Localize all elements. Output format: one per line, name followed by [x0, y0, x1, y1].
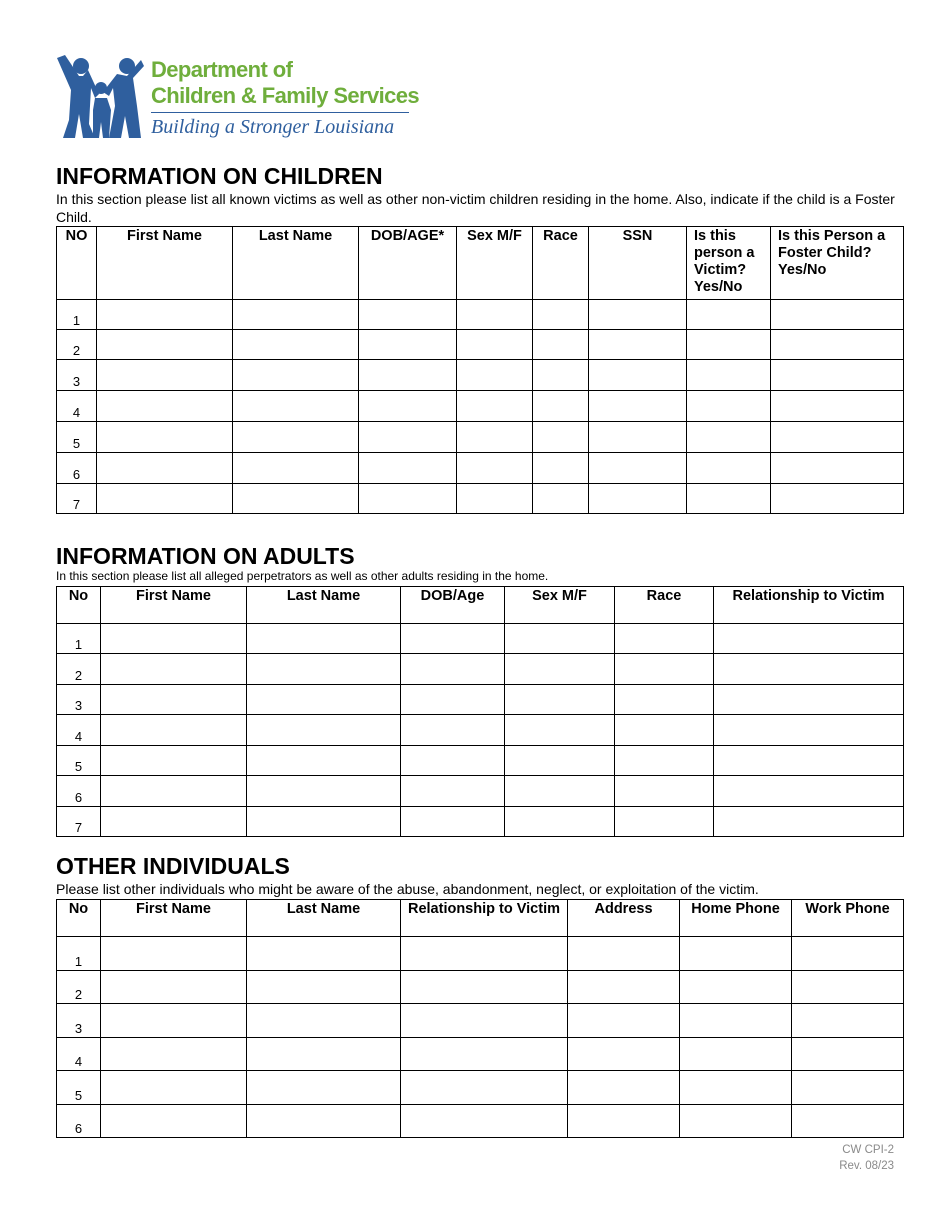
col-header-dob-age: DOB/AGE*: [359, 227, 457, 300]
row-number: 4: [57, 391, 97, 422]
home-phone-cell[interactable]: [680, 1004, 792, 1038]
sex-cell[interactable]: [457, 330, 533, 360]
col-header-work-phone: Work Phone: [792, 900, 904, 937]
last-name-cell[interactable]: [247, 1004, 401, 1038]
dob-age-cell[interactable]: [401, 746, 505, 776]
col-header-last-name: Last Name: [233, 227, 359, 300]
first-name-cell[interactable]: [101, 937, 247, 971]
relationship-cell[interactable]: [714, 807, 904, 837]
form-id: CW CPI-2: [842, 1144, 894, 1156]
row-number: 2: [57, 654, 101, 685]
last-name-cell[interactable]: [247, 685, 401, 715]
adults-table: [56, 586, 904, 837]
children-section-title: INFORMATION ON CHILDREN: [56, 163, 383, 189]
sex-cell[interactable]: [505, 685, 615, 715]
form-footer: [839, 1142, 894, 1174]
sex-cell[interactable]: [505, 746, 615, 776]
race-cell[interactable]: [615, 654, 714, 685]
children-section-description: In this section please list all known victims as well as other non-victim children residing in the home. Also, indicate if the child is a Foster Child.: [56, 191, 895, 225]
row-number: 2: [57, 971, 101, 1004]
ssn-cell[interactable]: [589, 330, 687, 360]
last-name-cell[interactable]: [247, 1105, 401, 1138]
table-row: [57, 330, 904, 360]
dob-age-cell[interactable]: [401, 776, 505, 807]
is-foster-child-cell[interactable]: [771, 360, 904, 391]
sex-cell[interactable]: [457, 453, 533, 484]
first-name-cell[interactable]: [101, 807, 247, 837]
children-header-row: [57, 227, 904, 300]
first-name-cell[interactable]: [97, 422, 233, 453]
race-cell[interactable]: [615, 685, 714, 715]
is-victim-cell[interactable]: [687, 391, 771, 422]
others-table: [56, 899, 904, 1138]
race-cell[interactable]: [533, 300, 589, 330]
dob-age-cell[interactable]: [359, 391, 457, 422]
work-phone-cell[interactable]: [792, 1004, 904, 1038]
is-victim-cell[interactable]: [687, 453, 771, 484]
relationship-cell[interactable]: [714, 654, 904, 685]
col-header-last-name: Last Name: [247, 587, 401, 624]
first-name-cell[interactable]: [101, 1105, 247, 1138]
last-name-cell[interactable]: [247, 1071, 401, 1105]
first-name-cell[interactable]: [97, 391, 233, 422]
first-name-cell[interactable]: [101, 654, 247, 685]
last-name-cell[interactable]: [247, 654, 401, 685]
ssn-cell[interactable]: [589, 360, 687, 391]
home-phone-cell[interactable]: [680, 971, 792, 1004]
row-number: 1: [57, 937, 101, 971]
table-row: [57, 624, 904, 654]
relationship-cell[interactable]: [401, 971, 568, 1004]
race-cell[interactable]: [533, 453, 589, 484]
work-phone-cell[interactable]: [792, 1105, 904, 1138]
race-cell[interactable]: [615, 715, 714, 746]
sex-cell[interactable]: [457, 300, 533, 330]
row-number: 5: [57, 422, 97, 453]
relationship-cell[interactable]: [401, 937, 568, 971]
others-section-title: OTHER INDIVIDUALS: [56, 853, 290, 879]
sex-cell[interactable]: [457, 422, 533, 453]
race-cell[interactable]: [615, 746, 714, 776]
first-name-cell[interactable]: [101, 776, 247, 807]
table-row: [57, 391, 904, 422]
address-cell[interactable]: [568, 937, 680, 971]
last-name-cell[interactable]: [233, 484, 359, 514]
adults-header-row: [57, 587, 904, 624]
others-header-row: [57, 900, 904, 937]
work-phone-cell[interactable]: [792, 971, 904, 1004]
row-number: 1: [57, 624, 101, 654]
sex-cell[interactable]: [457, 484, 533, 514]
is-foster-child-cell[interactable]: [771, 422, 904, 453]
last-name-cell[interactable]: [247, 746, 401, 776]
race-cell[interactable]: [615, 776, 714, 807]
table-row: [57, 685, 904, 715]
row-number: 6: [57, 776, 101, 807]
work-phone-cell[interactable]: [792, 1038, 904, 1071]
last-name-cell[interactable]: [247, 624, 401, 654]
col-header-last-name: Last Name: [247, 900, 401, 937]
sex-cell[interactable]: [505, 654, 615, 685]
is-foster-child-cell[interactable]: [771, 453, 904, 484]
last-name-cell[interactable]: [247, 971, 401, 1004]
col-header-address: Address: [568, 900, 680, 937]
relationship-cell[interactable]: [714, 746, 904, 776]
col-header-no: No: [57, 900, 101, 937]
row-number: 7: [57, 484, 97, 514]
form-revision: Rev. 08/23: [839, 1160, 894, 1172]
ssn-cell[interactable]: [589, 391, 687, 422]
logo-line-2: Children & Family Services: [151, 83, 420, 108]
relationship-cell[interactable]: [714, 624, 904, 654]
work-phone-cell[interactable]: [792, 1071, 904, 1105]
is-victim-cell[interactable]: [687, 422, 771, 453]
is-victim-cell[interactable]: [687, 360, 771, 391]
last-name-cell[interactable]: [247, 1038, 401, 1071]
row-number: 5: [57, 746, 101, 776]
logo-divider: [151, 112, 409, 113]
dob-age-cell[interactable]: [401, 624, 505, 654]
col-header-is-victim: Is this person a Victim? Yes/No: [687, 227, 771, 300]
col-header-relationship: Relationship to Victim: [401, 900, 568, 937]
address-cell[interactable]: [568, 1105, 680, 1138]
others-section-description: Please list other individuals who might be aware of the abuse, abandonment, neglect, or exploitation of the victim.: [56, 881, 759, 897]
sex-cell[interactable]: [505, 807, 615, 837]
last-name-cell[interactable]: [233, 453, 359, 484]
row-number: 5: [57, 1071, 101, 1105]
relationship-cell[interactable]: [714, 776, 904, 807]
address-cell[interactable]: [568, 971, 680, 1004]
dob-age-cell[interactable]: [359, 422, 457, 453]
row-number: 1: [57, 300, 97, 330]
row-number: 3: [57, 685, 101, 715]
home-phone-cell[interactable]: [680, 1105, 792, 1138]
dob-age-cell[interactable]: [359, 484, 457, 514]
table-row: [57, 300, 904, 330]
col-header-home-phone: Home Phone: [680, 900, 792, 937]
col-header-first-name: First Name: [101, 900, 247, 937]
adults-section-description: In this section please list all alleged perpetrators as well as other adults residing in the home.: [56, 569, 549, 583]
col-header-ssn: SSN: [589, 227, 687, 300]
relationship-cell[interactable]: [401, 1004, 568, 1038]
table-row: [57, 1071, 904, 1105]
relationship-cell[interactable]: [401, 1038, 568, 1071]
adults-section-title: INFORMATION ON ADULTS: [56, 543, 355, 569]
col-header-race: Race: [615, 587, 714, 624]
ssn-cell[interactable]: [589, 422, 687, 453]
last-name-cell[interactable]: [247, 776, 401, 807]
table-row: [57, 776, 904, 807]
first-name-cell[interactable]: [97, 330, 233, 360]
table-row: [57, 484, 904, 514]
dob-age-cell[interactable]: [401, 807, 505, 837]
first-name-cell[interactable]: [101, 746, 247, 776]
table-row: [57, 360, 904, 391]
table-row: [57, 1105, 904, 1138]
home-phone-cell[interactable]: [680, 937, 792, 971]
col-header-no: No: [57, 587, 101, 624]
last-name-cell[interactable]: [233, 300, 359, 330]
dob-age-cell[interactable]: [401, 715, 505, 746]
sex-cell[interactable]: [505, 776, 615, 807]
logo-tagline: Building a Stronger Louisiana: [151, 116, 395, 138]
row-number: 3: [57, 1004, 101, 1038]
row-number: 6: [57, 1105, 101, 1138]
dob-age-cell[interactable]: [359, 330, 457, 360]
col-header-is-foster-child: Is this Person a Foster Child? Yes/No: [771, 227, 904, 300]
race-cell[interactable]: [533, 484, 589, 514]
relationship-cell[interactable]: [401, 1105, 568, 1138]
address-cell[interactable]: [568, 1038, 680, 1071]
last-name-cell[interactable]: [247, 937, 401, 971]
relationship-cell[interactable]: [714, 685, 904, 715]
first-name-cell[interactable]: [97, 453, 233, 484]
last-name-cell[interactable]: [233, 330, 359, 360]
first-name-cell[interactable]: [97, 484, 233, 514]
race-cell[interactable]: [615, 807, 714, 837]
dob-age-cell[interactable]: [401, 654, 505, 685]
col-header-relationship: Relationship to Victim: [714, 587, 904, 624]
family-figures-icon: [55, 54, 145, 140]
home-phone-cell[interactable]: [680, 1038, 792, 1071]
children-table: [56, 226, 904, 514]
dob-age-cell[interactable]: [359, 300, 457, 330]
sex-cell[interactable]: [505, 624, 615, 654]
last-name-cell[interactable]: [247, 715, 401, 746]
row-number: 2: [57, 330, 97, 360]
dob-age-cell[interactable]: [401, 685, 505, 715]
race-cell[interactable]: [533, 422, 589, 453]
is-foster-child-cell[interactable]: [771, 484, 904, 514]
last-name-cell[interactable]: [233, 422, 359, 453]
last-name-cell[interactable]: [233, 391, 359, 422]
logo-line-1: Department of: [151, 57, 293, 82]
col-header-sex: Sex M/F: [505, 587, 615, 624]
table-row: [57, 937, 904, 971]
table-row: [57, 453, 904, 484]
first-name-cell[interactable]: [101, 685, 247, 715]
race-cell[interactable]: [533, 330, 589, 360]
col-header-first-name: First Name: [97, 227, 233, 300]
col-header-first-name: First Name: [101, 587, 247, 624]
last-name-cell[interactable]: [247, 807, 401, 837]
sex-cell[interactable]: [457, 391, 533, 422]
is-victim-cell[interactable]: [687, 330, 771, 360]
ssn-cell[interactable]: [589, 484, 687, 514]
row-number: 6: [57, 453, 97, 484]
col-header-no: NO: [57, 227, 97, 300]
row-number: 3: [57, 360, 97, 391]
ssn-cell[interactable]: [589, 453, 687, 484]
col-header-dob-age: DOB/Age: [401, 587, 505, 624]
row-number: 4: [57, 1038, 101, 1071]
table-row: [57, 422, 904, 453]
race-cell[interactable]: [615, 624, 714, 654]
relationship-cell[interactable]: [714, 715, 904, 746]
race-cell[interactable]: [533, 391, 589, 422]
col-header-sex: Sex M/F: [457, 227, 533, 300]
table-row: [57, 654, 904, 685]
first-name-cell[interactable]: [97, 300, 233, 330]
first-name-cell[interactable]: [101, 624, 247, 654]
relationship-cell[interactable]: [401, 1071, 568, 1105]
home-phone-cell[interactable]: [680, 1071, 792, 1105]
table-row: [57, 807, 904, 837]
table-row: [57, 746, 904, 776]
table-row: [57, 1038, 904, 1071]
sex-cell[interactable]: [505, 715, 615, 746]
is-foster-child-cell[interactable]: [771, 391, 904, 422]
address-cell[interactable]: [568, 1071, 680, 1105]
dcfs-logo: [55, 54, 425, 144]
race-cell[interactable]: [533, 360, 589, 391]
first-name-cell[interactable]: [101, 971, 247, 1004]
first-name-cell[interactable]: [101, 715, 247, 746]
is-foster-child-cell[interactable]: [771, 330, 904, 360]
table-row: [57, 715, 904, 746]
is-foster-child-cell[interactable]: [771, 300, 904, 330]
sex-cell[interactable]: [457, 360, 533, 391]
dob-age-cell[interactable]: [359, 360, 457, 391]
first-name-cell[interactable]: [101, 1038, 247, 1071]
row-number: 7: [57, 807, 101, 837]
last-name-cell[interactable]: [233, 360, 359, 391]
work-phone-cell[interactable]: [792, 937, 904, 971]
is-victim-cell[interactable]: [687, 484, 771, 514]
dob-age-cell[interactable]: [359, 453, 457, 484]
col-header-race: Race: [533, 227, 589, 300]
row-number: 4: [57, 715, 101, 746]
is-victim-cell[interactable]: [687, 300, 771, 330]
first-name-cell[interactable]: [101, 1071, 247, 1105]
address-cell[interactable]: [568, 1004, 680, 1038]
first-name-cell[interactable]: [97, 360, 233, 391]
ssn-cell[interactable]: [589, 300, 687, 330]
table-row: [57, 971, 904, 1004]
table-row: [57, 1004, 904, 1038]
first-name-cell[interactable]: [101, 1004, 247, 1038]
